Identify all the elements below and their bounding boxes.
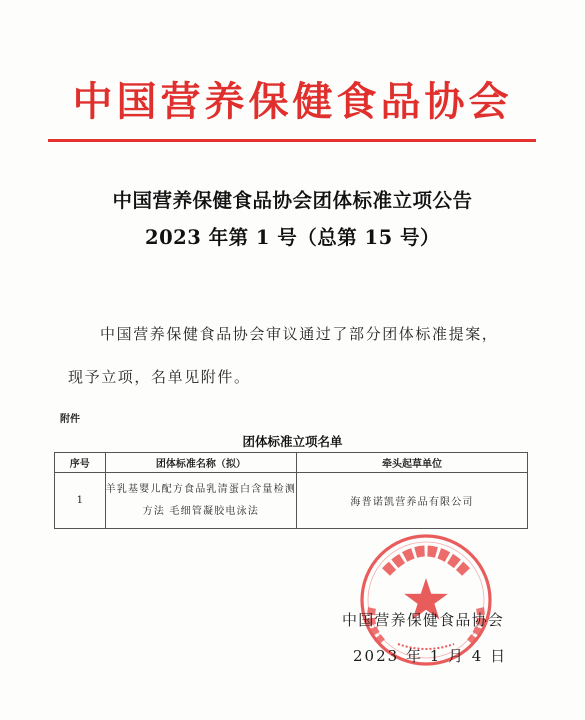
column-header-unit: 牵头起草单位 xyxy=(297,453,528,473)
standard-name-line2: 方法 毛细管凝胶电泳法 xyxy=(142,505,260,517)
cell-seq: 1 xyxy=(55,473,106,529)
attachment-list-title: 团体标准立项名单 xyxy=(242,434,343,449)
signature-organization: 中国营养保健食品协会 xyxy=(342,611,505,629)
attachment-label: 附件 xyxy=(60,414,80,425)
masthead-red-rule xyxy=(48,139,536,142)
body-paragraph-line1: 中国营养保健食品协会审议通过了部分团体标准提案， xyxy=(100,325,499,343)
standards-table xyxy=(54,452,528,529)
masthead-title: 中国营养保健食品协会 xyxy=(72,79,513,125)
announcement-title: 中国营养保健食品协会团体标准立项公告 xyxy=(112,189,473,212)
cell-lead-unit: 海普诺凯营养品有限公司 xyxy=(297,473,528,529)
column-header-seq: 序号 xyxy=(55,453,106,473)
signature-date: 2023 年 1 月 4 日 xyxy=(353,647,508,665)
table-header-row xyxy=(55,453,528,473)
cell-standard-name xyxy=(105,473,296,529)
standard-name-line1: 羊乳基婴儿配方食品乳清蛋白含量检测 xyxy=(105,483,297,495)
body-paragraph-line2: 现予立项，名单见附件。 xyxy=(68,368,251,386)
column-header-name: 团体标准名称（拟） xyxy=(105,453,296,473)
announcement-number: 2023 年第 1 号（总第 15 号） xyxy=(145,226,440,249)
table-row xyxy=(55,473,528,529)
